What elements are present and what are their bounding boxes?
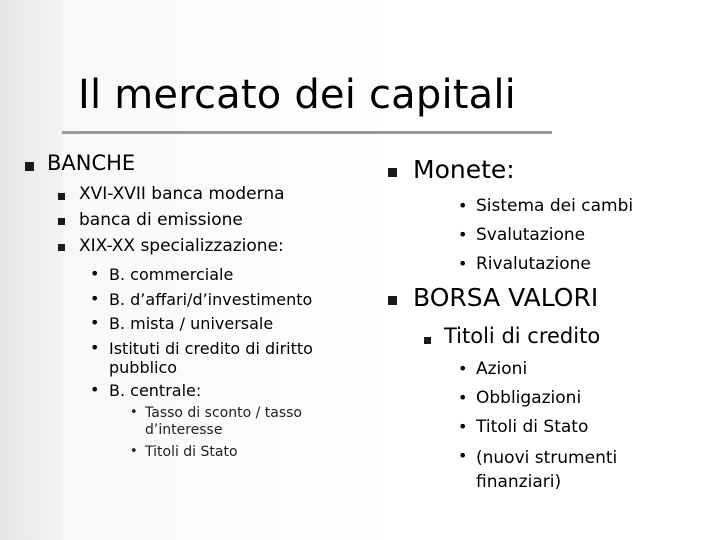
dot-bullet-icon: •	[130, 405, 138, 420]
dot-bullet-icon: •	[90, 380, 100, 399]
square-bullet-icon	[58, 193, 65, 200]
dot-bullet-icon: •	[458, 446, 468, 465]
monete-item: Sistema dei cambi	[476, 196, 634, 216]
square-bullet-icon	[424, 337, 431, 344]
banche-item: XVI-XVII banca moderna	[79, 184, 285, 204]
monete-heading: Monete:	[413, 155, 515, 184]
left-margin-band	[0, 0, 62, 540]
banche-heading: BANCHE	[47, 151, 136, 175]
sub-item: B. commerciale	[109, 265, 234, 284]
dot-bullet-icon: •	[90, 289, 100, 308]
banche-item: XIX-XX specializzazione:	[79, 236, 284, 256]
borsa-item: (nuovi strumenti finanziari)	[476, 448, 618, 492]
square-bullet-icon	[58, 244, 65, 251]
title-underline	[62, 131, 552, 134]
sub-item: B. mista / universale	[109, 314, 274, 333]
borsa-heading: BORSA VALORI	[413, 283, 599, 312]
dot-bullet-icon: •	[458, 225, 468, 244]
banche-item: banca di emissione	[79, 210, 243, 230]
sub-item: Istituti di credito di diritto pubblico	[109, 339, 313, 377]
borsa-item: Obbligazioni	[476, 388, 582, 408]
sub-item: B. centrale:	[109, 381, 202, 400]
monete-item: Svalutazione	[476, 225, 586, 245]
dot-bullet-icon: •	[90, 264, 100, 283]
square-bullet-icon	[388, 168, 397, 177]
dot-bullet-icon: •	[458, 196, 468, 215]
sub-sub-item: Titoli di Stato	[145, 444, 238, 460]
dot-bullet-icon: •	[458, 417, 468, 436]
slide-title: Il mercato dei capitali	[78, 72, 516, 118]
sub-sub-item: Tasso di sconto / tasso d’interesse	[145, 405, 302, 438]
square-bullet-icon	[388, 296, 397, 305]
dot-bullet-icon: •	[458, 254, 468, 273]
dot-bullet-icon: •	[458, 359, 468, 378]
borsa-sub-heading: Titoli di credito	[444, 324, 601, 348]
square-bullet-icon	[58, 218, 65, 225]
monete-item: Rivalutazione	[476, 254, 591, 274]
dot-bullet-icon: •	[130, 444, 138, 459]
borsa-item: Titoli di Stato	[476, 417, 589, 437]
sub-item: B. d’affari/d’investimento	[109, 290, 313, 309]
dot-bullet-icon: •	[90, 313, 100, 332]
square-bullet-icon	[25, 162, 34, 171]
dot-bullet-icon: •	[458, 388, 468, 407]
borsa-item: Azioni	[476, 359, 528, 379]
dot-bullet-icon: •	[90, 338, 100, 357]
